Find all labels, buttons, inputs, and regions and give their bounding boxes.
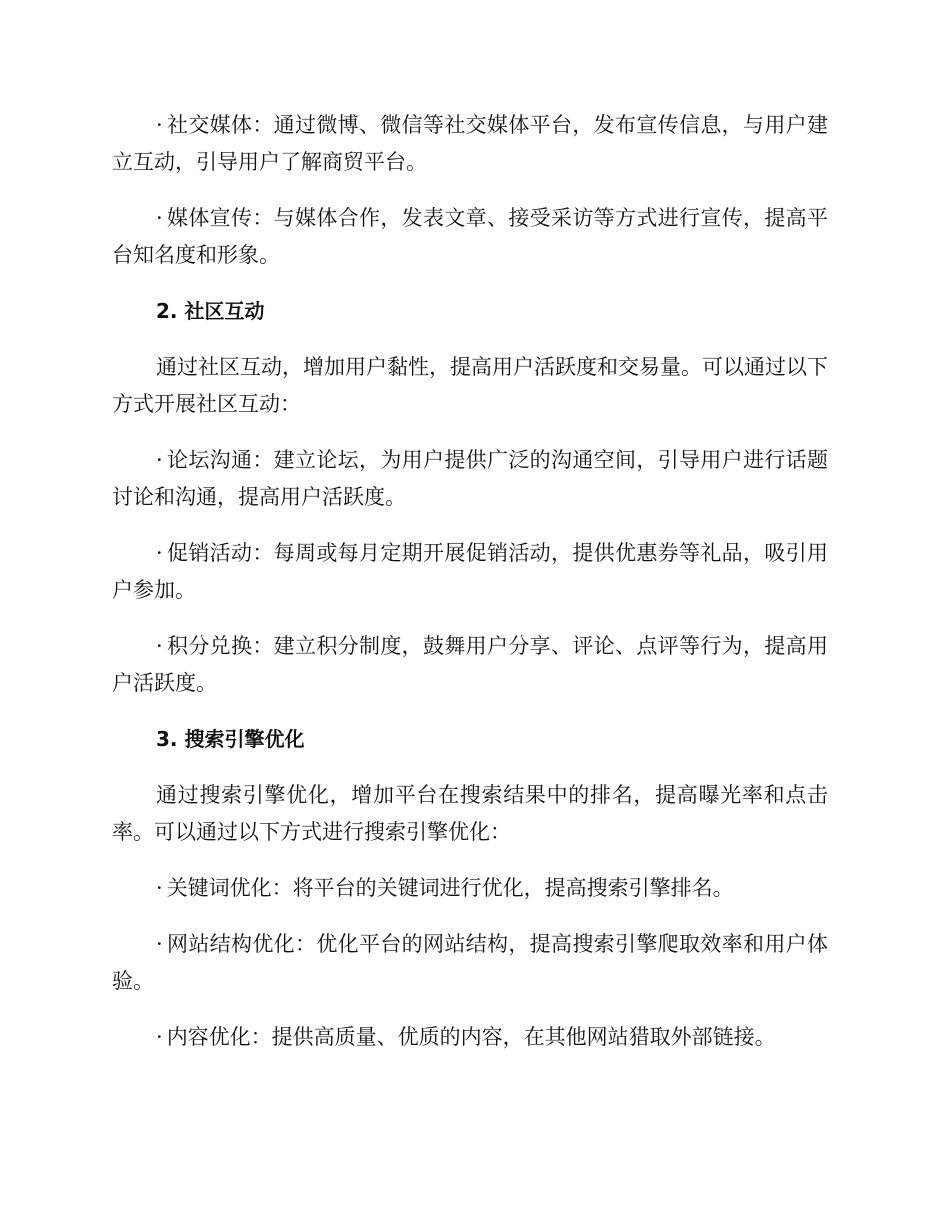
bullet-media-promotion [112,200,828,274]
bullet-text: 促销活动：每周或每月定期开展促销活动，提供优惠券等礼品，吸引用户参加。 [112,541,828,602]
bullet-dot: · [156,634,163,658]
bullet-dot: · [156,932,163,956]
bullet-dot: · [156,876,163,900]
bullet-site-structure [112,926,828,1000]
paragraph-community-intro: 通过社区互动，增加用户黏性，提高用户活跃度和交易量。可以通过以下方式开展社区互动： [112,355,828,416]
bullet-content-optimization [112,1019,828,1056]
bullet-forum [112,442,828,516]
paragraph-seo-intro: 通过搜索引擎优化，增加平台在搜索结果中的排名，提高曝光率和点击率。可以通过以下方式进行搜索引擎优化： [112,783,828,844]
bullet-dot: · [156,206,163,230]
bullet-dot: · [156,1025,163,1049]
bullet-keyword-optimization [112,870,828,907]
bullet-dot: · [156,541,163,565]
section-heading-community: 2. 社区互动 [156,299,265,323]
bullet-text: 论坛沟通：建立论坛，为用户提供广泛的沟通空间，引导用户进行话题讨论和沟通，提高用户活跃度。 [112,448,828,509]
bullet-dot: · [156,113,163,137]
bullet-text: 关键词优化：将平台的关键词进行优化，提高搜索引擎排名。 [166,876,734,900]
bullet-text: 社交媒体：通过微博、微信等社交媒体平台，发布宣传信息，与用户建立互动，引导用户了解商贸平台。 [112,113,828,174]
bullet-promotions [112,535,828,609]
bullet-points-exchange [112,628,828,702]
section-heading-seo: 3. 搜索引擎优化 [156,727,305,751]
bullet-text: 媒体宣传：与媒体合作，发表文章、接受采访等方式进行宣传，提高平台知名度和形象。 [112,206,828,267]
bullet-text: 网站结构优化：优化平台的网站结构，提高搜索引擎爬取效率和用户体验。 [112,932,828,993]
bullet-text: 积分兑换：建立积分制度，鼓舞用户分享、评论、点评等行为，提高用户活跃度。 [112,634,828,695]
bullet-text: 内容优化：提供高质量、优质的内容，在其他网站猎取外部链接。 [166,1025,776,1049]
bullet-social-media [112,107,828,181]
bullet-dot: · [156,448,163,472]
